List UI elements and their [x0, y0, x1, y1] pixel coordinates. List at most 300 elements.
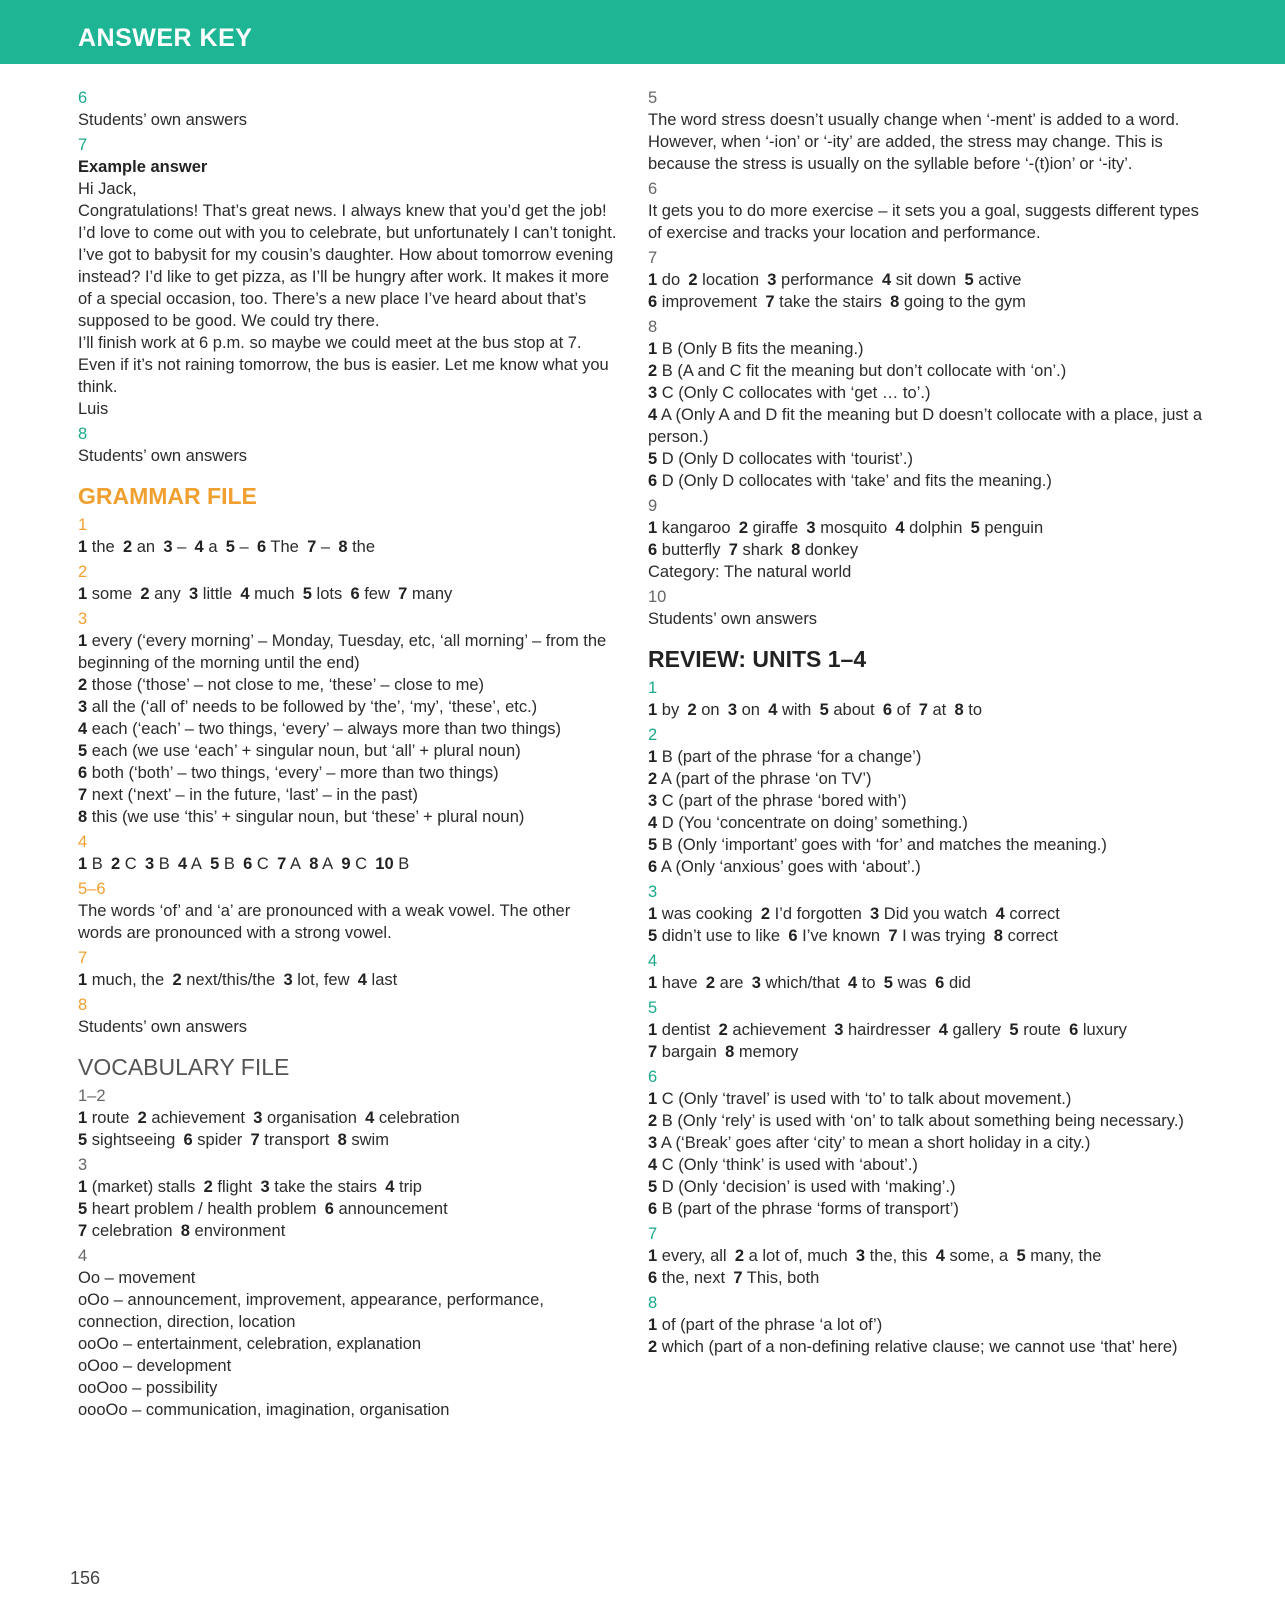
question-number: 1: [648, 679, 658, 697]
question-number: 7: [648, 249, 658, 267]
answer-list-item: [78, 740, 618, 762]
answer-list: [78, 630, 618, 828]
item-answer: lot, few: [292, 971, 358, 989]
answer-list-item: [648, 1132, 1208, 1154]
item-answer: next/this/the: [181, 971, 284, 989]
stress-line: oooOo – communication, imagination, organisation: [78, 1401, 450, 1419]
item-number: 7: [648, 1043, 658, 1061]
item-number: 1: [648, 701, 658, 719]
item-number: 2: [122, 538, 133, 556]
item-number: 6: [350, 585, 360, 603]
item-number: 2: [760, 905, 771, 923]
item-number: 8: [309, 855, 319, 873]
item-number: 5: [819, 701, 829, 719]
item-answer: A (part of the phrase ‘on TV’): [657, 770, 872, 788]
item-number: 3: [648, 384, 658, 402]
item-answer: A (Only ‘anxious’ goes with ‘about’.): [657, 858, 921, 876]
item-number: 1: [648, 1021, 658, 1039]
item-number: 5: [1009, 1021, 1019, 1039]
answer-line: [648, 539, 1208, 561]
item-number: 4: [365, 1109, 375, 1127]
item-answer: any: [149, 585, 189, 603]
answer-list-item: [648, 1110, 1208, 1132]
item-number: 6: [935, 974, 945, 992]
item-number: 6: [256, 538, 267, 556]
item-answer: this (we use ‘this’ + singular noun, but ‘these’ + plural noun): [87, 808, 525, 826]
answer-list-item: [648, 856, 1208, 878]
item-number: 3: [870, 905, 880, 923]
item-number: 4: [848, 974, 858, 992]
item-number: 4: [935, 1247, 945, 1265]
item-number: 5: [648, 1178, 658, 1196]
item-answer: celebration: [87, 1222, 181, 1240]
item-number: 4: [240, 585, 250, 603]
item-answer: bargain: [657, 1043, 726, 1061]
item-number: 3: [806, 519, 816, 537]
item-number: 8: [337, 1131, 347, 1149]
item-number: 3: [144, 855, 155, 873]
answer-text: Students’ own answers: [78, 1018, 248, 1036]
answer-list-item: [648, 448, 1208, 470]
item-answer: active: [973, 271, 1022, 289]
item-answer: few: [359, 585, 399, 603]
answer-line: [78, 583, 618, 605]
item-number: 2: [648, 770, 658, 788]
item-number: 2: [78, 676, 88, 694]
review-title: REVIEW: UNITS 1–4: [648, 646, 867, 672]
item-answer: memory: [734, 1043, 799, 1061]
item-number: 10: [375, 855, 394, 873]
answer-list-item: [648, 1088, 1208, 1110]
item-number: 5: [78, 1131, 88, 1149]
item-number: 3: [78, 698, 88, 716]
answer-line: [648, 903, 1208, 925]
letter-line: Congratulations! That’s great news. I always knew that you’d get the job!: [78, 202, 607, 220]
item-answer: I was trying: [897, 927, 994, 945]
answer-text: Students’ own answers: [78, 447, 248, 465]
question-number: 9: [648, 497, 658, 515]
answer-line: [648, 972, 1208, 994]
item-answer: The: [266, 538, 308, 556]
item-answer: dolphin: [904, 519, 971, 537]
item-number: 1: [648, 1090, 658, 1108]
question-number: 8: [78, 425, 88, 443]
item-number: 2: [137, 1109, 147, 1127]
question-number: 7: [648, 1225, 658, 1243]
item-answer: every (‘every morning’ – Monday, Tuesday, etc, ‘all morning’ – from the beginning of the morning until the end): [78, 632, 607, 672]
answer-list-item: [648, 404, 1208, 448]
item-number: 3: [648, 1134, 658, 1152]
item-answer: about: [828, 701, 883, 719]
item-answer: to: [963, 701, 983, 719]
item-answer: kangaroo: [657, 519, 739, 537]
item-number: 3: [189, 585, 199, 603]
item-answer: A: [286, 855, 310, 873]
item-answer: an: [132, 538, 164, 556]
item-answer: organisation: [262, 1109, 366, 1127]
item-answer: B: [219, 855, 244, 873]
item-answer: the: [347, 538, 376, 556]
item-answer: the: [87, 538, 123, 556]
item-answer: much, the: [87, 971, 173, 989]
item-number: 5: [210, 855, 220, 873]
item-answer: some: [87, 585, 141, 603]
item-number: 3: [834, 1021, 844, 1039]
answer-list-item: [648, 360, 1208, 382]
item-number: 2: [705, 974, 715, 992]
answer-line: [78, 1129, 618, 1151]
item-answer: to: [857, 974, 884, 992]
item-number: 6: [648, 1269, 658, 1287]
item-answer: gallery: [947, 1021, 1010, 1039]
question-number: 7: [78, 136, 88, 154]
item-number: 2: [718, 1021, 728, 1039]
answer-list-item: [648, 768, 1208, 790]
item-answer: trip: [394, 1178, 422, 1196]
item-number: 1: [648, 1247, 658, 1265]
page-number: 156: [70, 1568, 101, 1588]
item-answer: next (‘next’ – in the future, ‘last’ – in the past): [87, 786, 418, 804]
item-answer: was cooking: [657, 905, 761, 923]
question-number: 2: [78, 563, 88, 581]
item-answer: much: [249, 585, 303, 603]
letter-line: Luis: [78, 400, 109, 418]
item-answer: which (part of a non-defining relative clause; we cannot use ‘that’ here): [657, 1338, 1178, 1356]
item-number: 6: [882, 701, 893, 719]
item-number: 1: [648, 748, 658, 766]
question-number: 5: [648, 89, 658, 107]
item-answer: penguin: [979, 519, 1044, 537]
item-answer: C (Only ‘think’ is used with ‘about’.): [657, 1156, 918, 1174]
stress-line: oOo – announcement, improvement, appearance, performance, connection, direction, location: [78, 1291, 544, 1331]
answer-list: [648, 338, 1208, 492]
item-number: 7: [277, 855, 287, 873]
item-number: 7: [765, 293, 775, 311]
item-answer: B (part of the phrase ‘forms of transport’): [657, 1200, 959, 1218]
item-answer: –: [234, 538, 257, 556]
answer-text: The words ‘of’ and ‘a’ are pronounced with a weak vowel. The other words are pronounced with a strong vowel.: [78, 902, 571, 942]
item-answer: all the (‘all of’ needs to be followed by ‘the’, ‘my’, ‘these’, etc.): [87, 698, 538, 716]
category-text: Category: The natural world: [648, 563, 852, 581]
item-answer: hairdresser: [843, 1021, 939, 1039]
answer-line: [648, 1245, 1208, 1267]
example-answer-label: Example answer: [78, 158, 208, 176]
item-answer: are: [715, 974, 752, 992]
answer-line: [78, 1220, 618, 1242]
item-number: 6: [648, 858, 658, 876]
answer-list-item: [648, 812, 1208, 834]
item-answer: announcement: [333, 1200, 448, 1218]
answer-line: [648, 1267, 1208, 1289]
item-number: 3: [855, 1247, 866, 1265]
item-number: 5: [78, 742, 88, 760]
answer-list-item: [78, 806, 618, 828]
item-number: 5: [648, 450, 658, 468]
item-number: 8: [954, 701, 964, 719]
question-number: 6: [78, 89, 88, 107]
item-number: 8: [180, 1222, 190, 1240]
item-number: 8: [993, 927, 1003, 945]
item-number: 4: [648, 406, 658, 424]
item-answer: by: [657, 701, 688, 719]
item-number: 1: [648, 271, 658, 289]
item-number: 4: [648, 1156, 658, 1174]
item-number: 3: [767, 271, 777, 289]
item-answer: sit down: [891, 271, 965, 289]
item-answer: A (‘Break’ goes after ‘city’ to mean a short holiday in a city.): [657, 1134, 1091, 1152]
question-number: 4: [648, 952, 658, 970]
item-answer: I’ve known: [797, 927, 889, 945]
item-answer: each (we use ‘each’ + singular noun, but ‘all’ + plural noun): [87, 742, 521, 760]
item-answer: D (Only D collocates with ‘tourist’.): [657, 450, 914, 468]
item-answer: –: [316, 538, 339, 556]
item-answer: mosquito: [815, 519, 896, 537]
item-number: 7: [78, 786, 88, 804]
item-answer: B (A and C fit the meaning but don’t collocate with ‘on’.): [657, 362, 1067, 380]
letter-line: I’d love to come out with you to celebrate, but unfortunately I can’t tonight. I’ve got to babysit for my cousin’s daughter. How about tomorrow evening instead? I’d like to get pizza, as I’ll be hungry after work. It makes it more of a special occasion, too. There’s a new place I’ve heard about that’s supposed to be good. We could try there.: [78, 224, 617, 330]
item-number: 5: [225, 538, 235, 556]
item-number: 6: [1069, 1021, 1079, 1039]
item-answer: do: [657, 271, 689, 289]
answer-line: [78, 1198, 618, 1220]
page-header: [0, 0, 1285, 64]
item-answer: some, a: [944, 1247, 1017, 1265]
answer-line: [648, 269, 1208, 291]
item-number: 5: [970, 519, 980, 537]
item-number: 5: [78, 1200, 88, 1218]
item-number: 7: [733, 1269, 743, 1287]
item-answer: transport: [259, 1131, 338, 1149]
item-number: 1: [78, 855, 88, 873]
answer-line: [78, 969, 618, 991]
item-number: 4: [938, 1021, 948, 1039]
question-number: 4: [78, 833, 88, 851]
stress-line: Oo – movement: [78, 1269, 196, 1287]
item-number: 7: [250, 1131, 260, 1149]
item-number: 4: [178, 855, 188, 873]
item-answer: B: [154, 855, 178, 873]
item-number: 4: [194, 538, 204, 556]
item-answer: every, all: [657, 1247, 735, 1265]
item-number: 1: [78, 1109, 88, 1127]
item-answer: take the stairs: [269, 1178, 386, 1196]
item-number: 5: [883, 974, 893, 992]
item-answer: on: [737, 701, 769, 719]
question-number: 7: [78, 949, 88, 967]
item-answer: lots: [311, 585, 351, 603]
item-answer: at: [927, 701, 955, 719]
answer-text: It gets you to do more exercise – it sets you a goal, suggests different types of exercise and tracks your location and performance.: [648, 202, 1199, 242]
item-number: 1: [648, 340, 658, 358]
item-number: 1: [78, 1178, 88, 1196]
grammar-file-title: GRAMMAR FILE: [78, 483, 257, 509]
question-number: 8: [78, 996, 88, 1014]
item-answer: sightseeing: [87, 1131, 184, 1149]
item-answer: heart problem / health problem: [87, 1200, 325, 1218]
item-answer: D (Only ‘decision’ is used with ‘making’.): [657, 1178, 956, 1196]
item-answer: B (Only B fits the meaning.): [657, 340, 864, 358]
item-answer: which/that: [760, 974, 848, 992]
item-number: 4: [895, 519, 905, 537]
item-number: 2: [648, 1112, 658, 1130]
item-answer: celebration: [374, 1109, 460, 1127]
item-answer: donkey: [800, 541, 859, 559]
item-number: 8: [78, 808, 88, 826]
stress-line: ooOoo – possibility: [78, 1379, 218, 1397]
item-number: 1: [648, 905, 658, 923]
item-answer: flight: [212, 1178, 261, 1196]
answer-list-item: [78, 784, 618, 806]
answer-line: [78, 1107, 618, 1129]
item-number: 2: [172, 971, 182, 989]
item-answer: dentist: [657, 1021, 719, 1039]
stress-line: oOoo – development: [78, 1357, 232, 1375]
item-answer: location: [697, 271, 768, 289]
vocabulary-file-title: VOCABULARY FILE: [78, 1054, 290, 1080]
item-number: 7: [728, 541, 738, 559]
question-number: 3: [78, 610, 88, 628]
answer-text: The word stress doesn’t usually change when ‘-ment’ is added to a word. However, when ‘-ion’ or ‘-ity’ are added, the stress may change. This is because the stress is usually on the syllable before ‘-(t)ion’ or ‘-ity’.: [648, 111, 1180, 173]
item-number: 2: [688, 271, 698, 289]
item-number: 7: [918, 701, 928, 719]
item-number: 8: [890, 293, 900, 311]
question-number: 6: [648, 180, 658, 198]
item-number: 3: [253, 1109, 263, 1127]
item-number: 3: [751, 974, 761, 992]
item-answer: Did you watch: [879, 905, 996, 923]
answer-list-item: [648, 1176, 1208, 1198]
question-number: 8: [648, 318, 658, 336]
item-number: 6: [324, 1200, 334, 1218]
item-answer: D (Only D collocates with ‘take’ and fits the meaning.): [657, 472, 1052, 490]
question-number: 1–2: [78, 1087, 106, 1105]
right-column: [648, 84, 1208, 1358]
item-number: 3: [727, 701, 738, 719]
answer-list-item: [78, 718, 618, 740]
item-number: 3: [648, 792, 658, 810]
item-number: 6: [648, 541, 658, 559]
item-number: 1: [648, 519, 658, 537]
question-number: 4: [78, 1247, 88, 1265]
item-answer: each (‘each’ – two things, ‘every’ – always more than two things): [87, 720, 562, 738]
answer-line: [648, 1041, 1208, 1063]
item-answer: of (part of the phrase ‘a lot of’): [657, 1316, 883, 1334]
item-number: 6: [183, 1131, 193, 1149]
answer-text: Students’ own answers: [648, 610, 818, 628]
item-number: 4: [648, 814, 658, 832]
question-number: 8: [648, 1294, 658, 1312]
answer-list-item: [78, 696, 618, 718]
answer-list-item: [648, 1198, 1208, 1220]
question-number: 6: [648, 1068, 658, 1086]
item-number: 7: [398, 585, 408, 603]
item-answer: B (part of the phrase ‘for a change’): [657, 748, 922, 766]
item-answer: C: [120, 855, 145, 873]
question-number: 3: [648, 883, 658, 901]
item-answer: did: [944, 974, 971, 992]
item-answer: spider: [192, 1131, 251, 1149]
item-answer: of: [892, 701, 919, 719]
item-answer: luxury: [1078, 1021, 1127, 1039]
item-number: 2: [140, 585, 150, 603]
question-number: 3: [78, 1156, 88, 1174]
item-answer: little: [198, 585, 241, 603]
item-number: 8: [725, 1043, 735, 1061]
item-number: 1: [78, 632, 88, 650]
question-number: 2: [648, 726, 658, 744]
letter-line: Hi Jack,: [78, 180, 137, 198]
item-number: 7: [78, 1222, 88, 1240]
item-answer: going to the gym: [899, 293, 1026, 311]
item-number: 5: [964, 271, 974, 289]
item-answer: B: [87, 855, 112, 873]
item-number: 1: [78, 971, 88, 989]
item-number: 7: [307, 538, 317, 556]
item-answer: B (Only ‘important’ goes with ‘for’ and matches the meaning.): [657, 836, 1107, 854]
item-answer: improvement: [657, 293, 766, 311]
item-number: 4: [385, 1178, 395, 1196]
item-answer: –: [172, 538, 195, 556]
answer-list-item: [648, 1154, 1208, 1176]
item-answer: C: [252, 855, 278, 873]
question-number: 5–6: [78, 880, 106, 898]
item-answer: giraffe: [748, 519, 807, 537]
item-number: 6: [648, 1200, 658, 1218]
item-number: 3: [163, 538, 173, 556]
item-answer: last: [366, 971, 398, 989]
answer-list-item: [648, 1314, 1208, 1336]
item-number: 8: [338, 538, 348, 556]
item-number: 6: [648, 472, 658, 490]
answer-list-item: [648, 470, 1208, 492]
item-answer: with: [777, 701, 820, 719]
item-number: 4: [357, 971, 367, 989]
item-number: 8: [791, 541, 801, 559]
question-number: 5: [648, 999, 658, 1017]
answer-line: [648, 699, 1208, 721]
item-answer: B: [393, 855, 410, 873]
item-number: 4: [78, 720, 88, 738]
answer-line: [648, 925, 1208, 947]
item-number: 6: [243, 855, 253, 873]
question-number: 10: [648, 588, 667, 606]
question-number: 1: [78, 516, 88, 534]
item-answer: A: [187, 855, 211, 873]
item-number: 1: [648, 974, 658, 992]
item-number: 7: [888, 927, 898, 945]
header-title: ANSWER KEY: [78, 24, 253, 52]
item-answer: route: [87, 1109, 138, 1127]
item-number: 6: [648, 293, 658, 311]
item-answer: This, both: [742, 1269, 820, 1287]
item-answer: a lot of, much: [744, 1247, 856, 1265]
answer-list-item: [648, 746, 1208, 768]
item-number: 2: [648, 362, 658, 380]
answer-list: [648, 1088, 1208, 1220]
answer-list-item: [648, 790, 1208, 812]
item-number: 5: [302, 585, 312, 603]
answer-list-item: [648, 1336, 1208, 1358]
item-answer: A: [318, 855, 342, 873]
item-answer: was: [892, 974, 936, 992]
item-answer: D (You ‘concentrate on doing’ something.): [657, 814, 968, 832]
item-answer: achievement: [727, 1021, 835, 1039]
item-number: 3: [260, 1178, 270, 1196]
item-number: 1: [78, 585, 88, 603]
answer-line: [648, 517, 1208, 539]
item-answer: shark: [737, 541, 792, 559]
answer-list-item: [78, 762, 618, 784]
